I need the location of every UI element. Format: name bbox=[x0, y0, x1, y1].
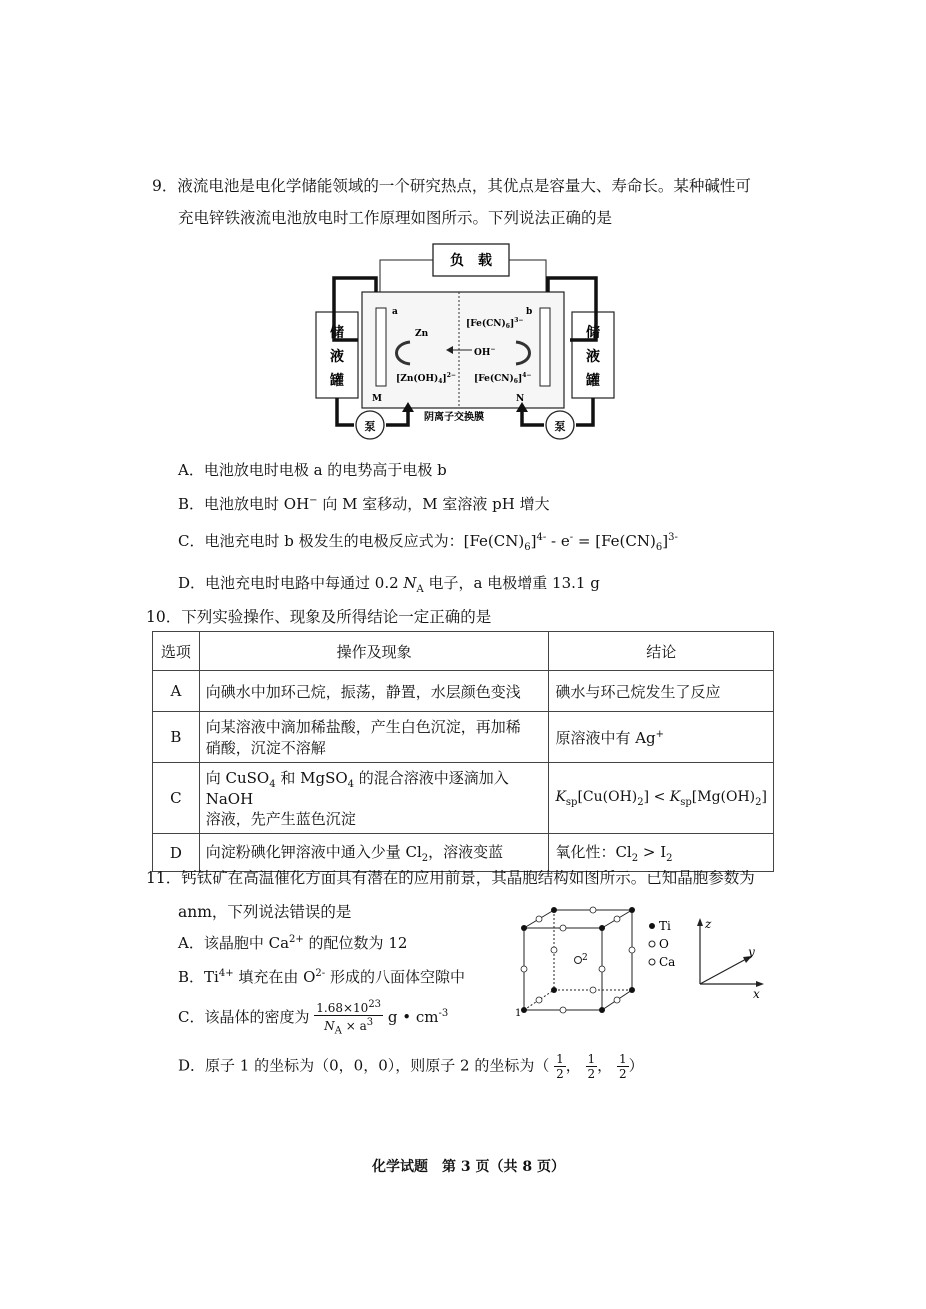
battery-diagram bbox=[300, 240, 640, 440]
svg-text:Zn: Zn bbox=[415, 329, 429, 339]
svg-text:M: M bbox=[372, 394, 382, 404]
svg-text:[Fe(CN)6]4−: $[Fe(CN)_6]^{4-}$ bbox=[474, 372, 532, 385]
electrode-a bbox=[376, 308, 386, 386]
q10-stem: 10．下列实验操作、现象及所得结论一定正确的是 bbox=[146, 608, 492, 626]
svg-text:[Fe(CN)6]3−: $[Fe(CN)_6]^{3-}$ bbox=[466, 317, 524, 330]
crystal-diagram bbox=[512, 900, 782, 1020]
page-footer: 化学试题 第 3 页（共 8 页） bbox=[372, 1159, 565, 1175]
svg-text:Ca: Ca bbox=[659, 955, 676, 969]
svg-text:储: 储 bbox=[586, 325, 600, 341]
svg-text:泵: 泵 bbox=[364, 420, 376, 433]
pipe-right-bottom bbox=[522, 410, 544, 425]
q10-table bbox=[152, 631, 774, 872]
q11-option-c[interactable]: C．该晶体的密度为 $\frac{1.68\times 10^{23}}{N_A \times a^3}$ g • $cm^{-3}$ bbox=[178, 999, 449, 1037]
svg-text:OH−: OH− bbox=[474, 346, 496, 358]
q9-stem-line2: 充电锌铁液流电池放电时工作原理如图所示。下列说法正确的是 bbox=[178, 209, 613, 227]
density-fraction: $\frac{1.68\times 10^{23}}{N_A \times a^3}$ bbox=[316, 999, 382, 1037]
ca-atom bbox=[575, 957, 582, 964]
svg-text:2: 2 bbox=[582, 953, 588, 963]
svg-text:b: b bbox=[526, 307, 533, 317]
svg-text:液: 液 bbox=[330, 349, 344, 365]
q11-option-d[interactable]: D．原子 1 的坐标为（0，0，0），则原子 2 的坐标为（ $\frac{1}{2}$ ， $\frac{1}{2}$ ， $\frac{1}{2}$ ） bbox=[178, 1052, 644, 1081]
svg-text:液: 液 bbox=[586, 349, 600, 365]
svg-text:罐: 罐 bbox=[586, 373, 600, 389]
table-row-c: C 向 CuSO$_4$ 和 MgSO$_4$ 的混合溶液中逐滴加入 NaOH 溶液，先产生蓝色沉淀 $K_{sp}[Cu(OH)_2] < K_{sp}[Mg(OH)_2]$ bbox=[153, 763, 774, 834]
header-operation: 操作及现象 bbox=[199, 632, 549, 671]
q9-option-b[interactable]: B．电池放电时 OH− 向 M 室移动，M 室溶液 pH 增大 bbox=[178, 495, 550, 513]
q11-option-a[interactable]: A．该晶胞中 $Ca^{2+}$ 的配位数为 12 bbox=[178, 934, 408, 952]
header-option: 选项 bbox=[153, 632, 200, 671]
q9-option-c[interactable]: C．电池充电时 b 极发生的电极反应式为：$[Fe(CN)_6]^{4-} - e^- = [Fe(CN)_6]^{3-}$ bbox=[178, 532, 678, 553]
table-row-d: D 向淀粉碘化钾溶液中通入少量 $Cl_2$，溶液变蓝 氧化性：$Cl_2 > I_2$ bbox=[153, 834, 774, 872]
svg-text:O: O bbox=[659, 937, 669, 951]
svg-text:泵: 泵 bbox=[554, 420, 566, 433]
q11-option-b[interactable]: B．$Ti^{4+}$ 填充在由 $O^{2-}$ 形成的八面体空隙中 bbox=[178, 968, 465, 986]
q11-stem-line2: anm，下列说法错误的是 bbox=[178, 903, 352, 921]
svg-text:1: 1 bbox=[515, 1008, 522, 1019]
svg-text:x: x bbox=[753, 987, 760, 1001]
svg-text:N: N bbox=[516, 394, 525, 404]
svg-text:储: 储 bbox=[330, 325, 344, 341]
header-conclusion: 结论 bbox=[549, 632, 774, 671]
load-label: 负 载 bbox=[450, 253, 492, 269]
table-row-b: B 向某溶液中滴加稀盐酸，产生白色沉淀，再加稀 硝酸，沉淀不溶解 原溶液中有 Ag+ bbox=[153, 712, 774, 763]
svg-text:a: a bbox=[392, 307, 398, 317]
svg-text:y: y bbox=[748, 945, 755, 959]
q9-option-a[interactable]: A．电池放电时电极 a 的电势高于电极 b bbox=[178, 461, 447, 479]
table-row-a: A 向碘水中加环己烷，振荡，静置，水层颜色变浅 碘水与环己烷发生了反应 bbox=[153, 671, 774, 712]
q9-stem-line1: 9．液流电池是电化学储能领域的一个研究热点，其优点是容量大、寿命长。某种碱性可 bbox=[152, 177, 751, 195]
electrode-b bbox=[540, 308, 550, 386]
q9-option-d[interactable]: D．电池充电时电路中每通过 0.2 $N_A$ 电子，a 电极增重 13.1 g bbox=[178, 574, 600, 595]
membrane-label: 阴离子交换膜 bbox=[424, 412, 484, 423]
svg-text:[Zn(OH)4]2−: $[Zn(OH)_4]^{2-}$ bbox=[396, 372, 456, 385]
svg-text:Ti: Ti bbox=[659, 919, 671, 933]
q11-stem-line1: 11．钙钛矿在高温催化方面具有潜在的应用前景，其晶胞结构如图所示。已知晶胞参数为 bbox=[146, 869, 755, 887]
svg-text:z: z bbox=[705, 917, 712, 931]
table-header-row bbox=[153, 632, 774, 671]
pipe-left-bottom bbox=[386, 410, 408, 425]
svg-text:罐: 罐 bbox=[330, 373, 344, 389]
